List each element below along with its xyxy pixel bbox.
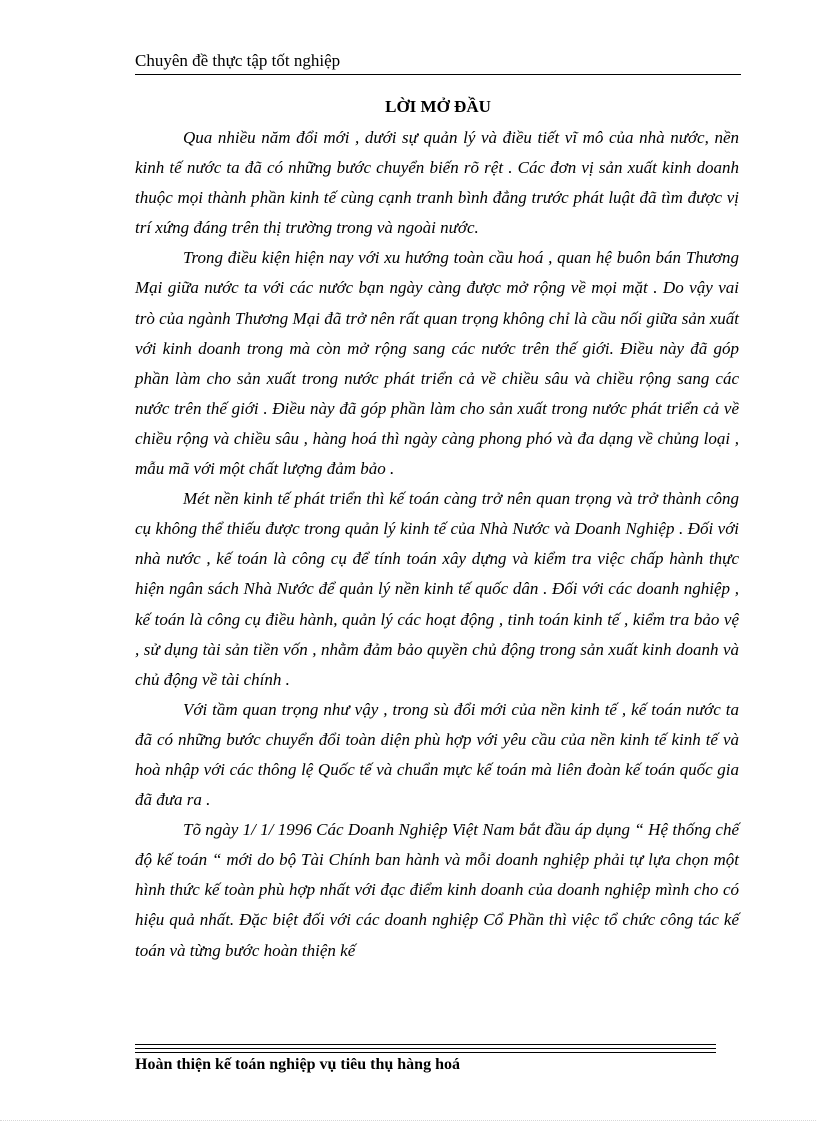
document-body <box>135 123 739 966</box>
paragraph: Tõ ngày 1/ 1/ 1996 Các Doanh Nghiệp Việt Nam bắt đầu áp dụng “ Hệ thống chế độ kế toán “ mới do bộ Tài Chính ban hành và mỗi doanh nghiệp phải tự lựa chọn một hình thức kế toàn phù hợp nhất với đạc điểm kinh doanh của doanh nghiệp mình cho có hiệu quả nhất. Đặc biệt đối với các doanh nghiệp Cổ Phần thì việc tổ chức công tác kế toán và từng bước hoàn thiện kế <box>135 820 739 960</box>
paragraph: Qua nhiều năm đổi mới , dưới sự quản lý và điều tiết vĩ mô của nhà nước, nền kinh tế nước ta đã có những bước chuyển biến rõ rệt . Các đơn vị sản xuất kinh doanh thuộc mọi thành phần kinh tế cùng cạnh tranh bình đẳng trước phát luật đã tìm được vị trí xứng đáng trên thị trường trong và ngoài nước. <box>135 128 739 238</box>
page-bottom-edge <box>0 1120 816 1121</box>
document-title: LỜI MỞ ĐẦU <box>385 97 491 116</box>
footer-divider <box>135 1048 716 1049</box>
page-header <box>135 50 741 75</box>
footer-divider <box>135 1052 716 1053</box>
paragraph: Với tầm quan trọng như vậy , trong sù đổi mới của nền kinh tế , kế toán nước ta đã có những bước chuyển đổi toàn diện phù hợp với yêu cầu của nền kinh tế kinh tế và hoà nhập với các thông lệ Quốc tế và chuẩn mực kế toán mà liên đoàn kế toán quốc gia đã đưa ra . <box>135 699 739 810</box>
paragraph: Mét nền kinh tế phát triển thì kế toán càng trở nên quan trọng và trở thành công cụ không thể thiếu được trong quản lý kinh tế của Nhà Nước và Doanh Nghiệp . Đối với nhà nước , kế toán là công cụ để tính toán xây dựng và kiểm tra việc chấp hành thực hiện ngân sách Nhà Nước để quản lý nền kinh tế quốc dân . Đối với các doanh nghiệp , kế toán là công cụ điều hành, quản lý các hoạt động , tinh toán kinh tế , kiểm tra bảo vệ , sử dụng tài sản tiền vốn , nhằm đảm bảo quyền chủ động trong sản xuất kinh doanh và chủ động về tài chính . <box>135 489 739 689</box>
paragraph: Trong điều kiện hiện nay với xu hướng toàn cầu hoá , quan hệ buôn bán Thương Mại giữa nước ta với các nước bạn ngày càng được mở rộng về mọi mặt . Do vậy vai trò của ngành Thương Mại đã trở nên rất quan trọng không chỉ là cầu nối giữa sản xuất với kinh doanh trong mà còn mở rộng sang các nước trên thế giới. Điều này đã góp phần làm cho sản xuất trong nước phát triển cả về chiều sâu và chiều rộng sang các nước trên thế giới . Điều này đã góp phần làm cho sản xuất trong nước phát triển cả về chiều rộng và chiều sâu , hàng hoá thì ngày càng phong phó và đa dạng về chủng loại , mẫu mã với một chất lượng đảm bảo . <box>135 248 739 479</box>
page-footer: Hoàn thiện kế toán nghiệp vụ tiêu thụ hàng hoá <box>135 1056 460 1073</box>
footer-divider <box>135 1044 716 1045</box>
header-text: Chuyên đề thực tập tốt nghiệp <box>135 51 341 70</box>
